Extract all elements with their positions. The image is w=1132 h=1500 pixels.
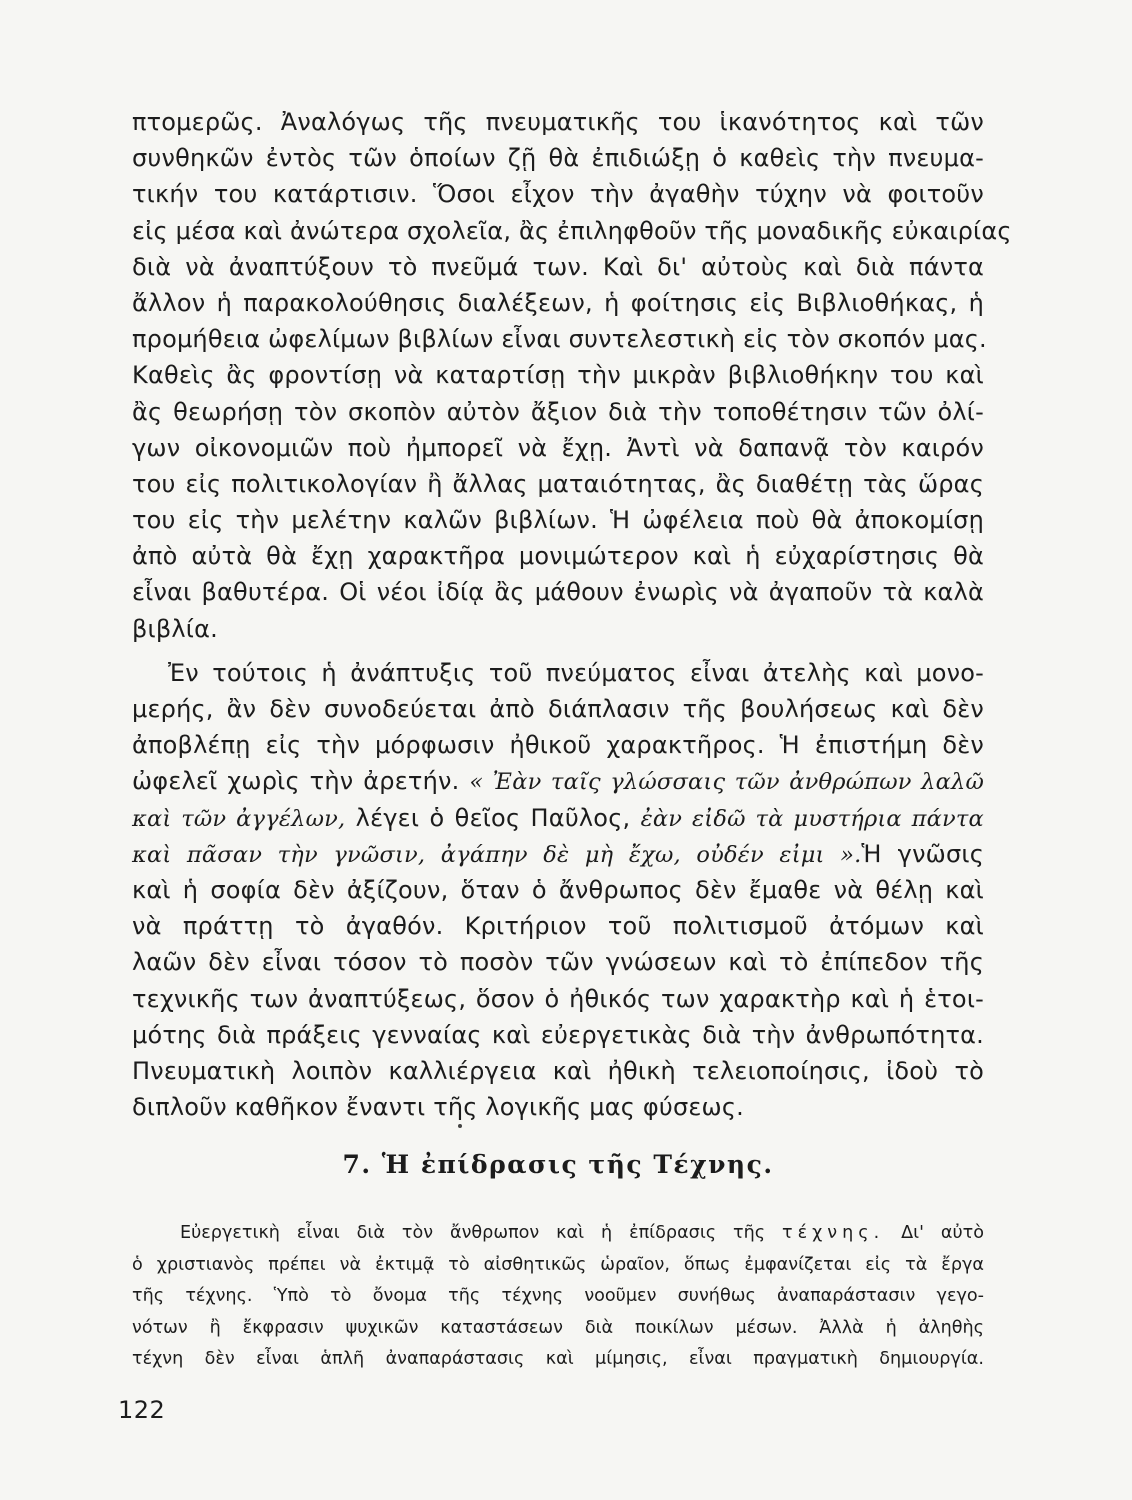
text-line: [132, 1218, 984, 1250]
text-line: Πνευματικὴ λοιπὸν καλλιέργεια καὶ ἠθικὴ τελειοποίησις, ἰδοὺ τὸ: [132, 1056, 984, 1085]
text-line: ἀποβλέπῃ εἰς τὴν μόρφωσιν ἠθικοῦ χαρακτῆρος. Ἡ ἐπιστήμη δὲν: [132, 731, 984, 760]
text-line: τῆς τέχνης. Ὑπὸ τὸ ὄνομα τῆς τέχνης νοοῦμεν συνήθως ἀναπαράστασιν γεγο-: [132, 1286, 984, 1306]
text-line-with-quote: [132, 800, 984, 836]
text-line: νὰ πράττῃ τὸ ἀγαθόν. Κριτήριον τοῦ πολιτισμοῦ ἀτόμων καὶ: [132, 912, 984, 941]
text-line: μερής, ἂν δὲν συνοδεύεται ἀπὸ διάπλασιν τῆς βουλήσεως καὶ δὲν: [132, 695, 984, 723]
section-paragraph: [132, 1218, 984, 1376]
text-line-with-quote: [132, 836, 984, 872]
text-line: τέχνη δὲν εἶναι ἁπλῆ ἀναπαράστασις καὶ μίμησις, εἶναι πραγματικὴ δημιουργία.: [132, 1349, 984, 1369]
text-line: εἰς μέσα καὶ ἀνώτερα σχολεῖα, ἂς ἐπιληφθοῦν τῆς μοναδικῆς εὐκαιρίας: [132, 216, 1012, 245]
text-line: ἂς θεωρήσῃ τὸν σκοπὸν αὐτὸν ἄξιον διὰ τὴν τοποθέτησιν τῶν ὀλί-: [132, 397, 984, 426]
text-line-with-quote: [132, 763, 984, 799]
text-span: Ἡ γνῶσις: [861, 839, 984, 868]
text-line: ἀπὸ αὐτὰ θὰ ἔχῃ χαρακτῆρα μονιμώτερον καὶ ἡ εὐχαρίστησις θὰ: [132, 542, 984, 571]
text-line: μότης διὰ πράξεις γενναίας καὶ εὐεργετικὰς διὰ τὴν ἀνθρωπότητα.: [132, 1020, 984, 1049]
text-span: λέγει ὁ θεῖος Παῦλος,: [355, 803, 631, 832]
text-span: Εὐεργετικὴ εἶναι διὰ τὸν ἄνθρωπον καὶ ἡ ἐπίδρασις τῆς: [180, 1223, 766, 1243]
text-line: Καθεὶς ἂς φροντίσῃ νὰ καταρτίσῃ τὴν μικρὰν βιβλιοθήκην του καὶ: [132, 361, 984, 390]
text-line: βιβλία.: [132, 614, 218, 643]
emphasized-word: τέχνης.: [782, 1223, 885, 1243]
text-line: τεχνικῆς των ἀναπτύξεως, ὅσον ὁ ἠθικός των χαρακτὴρ καὶ ἡ ἑτοι-: [132, 984, 984, 1013]
text-line: ἄλλον ἡ παρακολούθησις διαλέξεων, ἡ φοίτησις εἰς Βιβλιοθήκας, ἡ: [132, 288, 984, 317]
paragraph-1: [132, 104, 1012, 647]
scripture-quote: « Ἐὰν ταῖς γλώσσαις τῶν ἀνθρώπων λαλῶ: [469, 769, 984, 796]
text-span: Δι' αὐτὸ: [901, 1223, 984, 1243]
section-heading: 7. Ἡ ἐπίδρασις τῆς Τέχνης.: [342, 1150, 774, 1179]
text-line: τικήν του κατάρτισιν. Ὅσοι εἶχον τὴν ἀγαθὴν τύχην νὰ φοιτοῦν: [132, 180, 984, 209]
text-line: εἶναι βαθυτέρα. Οἱ νέοι ἰδίᾳ ἂς μάθουν ἐνωρὶς νὰ ἀγαποῦν τὰ καλὰ: [132, 578, 984, 607]
text-line: γων οἰκονομιῶν ποὺ ἠμπορεῖ νὰ ἔχῃ. Ἀντὶ νὰ δαπανᾷ τὸν καιρόν: [132, 433, 984, 462]
text-line: καὶ ἡ σοφία δὲν ἀξίζουν, ὅταν ὁ ἄνθρωπος δὲν ἔμαθε νὰ θέλῃ καὶ: [132, 875, 984, 904]
text-line: του εἰς πολιτικολογίαν ἢ ἄλλας ματαιότητας, ἂς διαθέτῃ τὰς ὥρας: [132, 469, 984, 498]
text-line: διπλοῦν καθῆκον ἔναντι τῆς λογικῆς μας φύσεως.: [132, 1093, 744, 1122]
text-line: προμήθεια ὠφελίμων βιβλίων εἶναι συντελεστικὴ εἰς τὸν σκοπόν μας.: [132, 325, 987, 354]
scripture-quote: καὶ πᾶσαν τὴν γνῶσιν, ἀγάπην δὲ μὴ ἔχω, οὐδέν εἰμι ».: [132, 841, 862, 868]
text-span: ὠφελεῖ χωρὶς τὴν ἀρετήν.: [132, 767, 460, 796]
decorative-dot: [458, 1124, 462, 1128]
scripture-quote: ἐὰν εἰδῶ τὰ μυστήρια πάντα: [640, 805, 984, 832]
text-line: ὁ χριστιανὸς πρέπει νὰ ἐκτιμᾷ τὸ αἰσθητικῶς ὡραῖον, ὅπως ἐμφανίζεται εἰς τὰ ἔργα: [132, 1254, 984, 1275]
main-text: [132, 104, 1012, 1125]
text-line: συνθηκῶν ἐντὸς τῶν ὁποίων ζῇ θὰ ἐπιδιώξῃ ὁ καθεὶς τὴν πνευμα-: [132, 144, 984, 173]
text-line: Ἐν τούτοις ἡ ἀνάπτυξις τοῦ πνεύματος εἶναι ἀτελὴς καὶ μονο-: [168, 658, 984, 687]
text-line: διὰ νὰ ἀναπτύξουν τὸ πνεῦμά των. Καὶ δι' αὐτοὺς καὶ διὰ πάντα: [132, 252, 984, 281]
text-line: πτομερῶς. Ἀναλόγως τῆς πνευματικῆς του ἱκανότητος καὶ τῶν: [132, 108, 984, 136]
paragraph-2: [132, 655, 984, 1125]
page-number: 122: [118, 1396, 166, 1424]
scripture-quote: καὶ τῶν ἀγγέλων,: [132, 805, 346, 832]
text-line: λαῶν δὲν εἶναι τόσον τὸ ποσὸν τῶν γνώσεων καὶ τὸ ἐπίπεδον τῆς: [132, 948, 984, 977]
text-line: του εἰς τὴν μελέτην καλῶν βιβλίων. Ἡ ὠφέλεια ποὺ θὰ ἀποκομίσῃ: [132, 506, 984, 535]
text-line: νότων ἢ ἔκφρασιν ψυχικῶν καταστάσεων διὰ ποικίλων μέσων. Ἀλλὰ ἡ ἀληθὴς: [132, 1317, 984, 1338]
